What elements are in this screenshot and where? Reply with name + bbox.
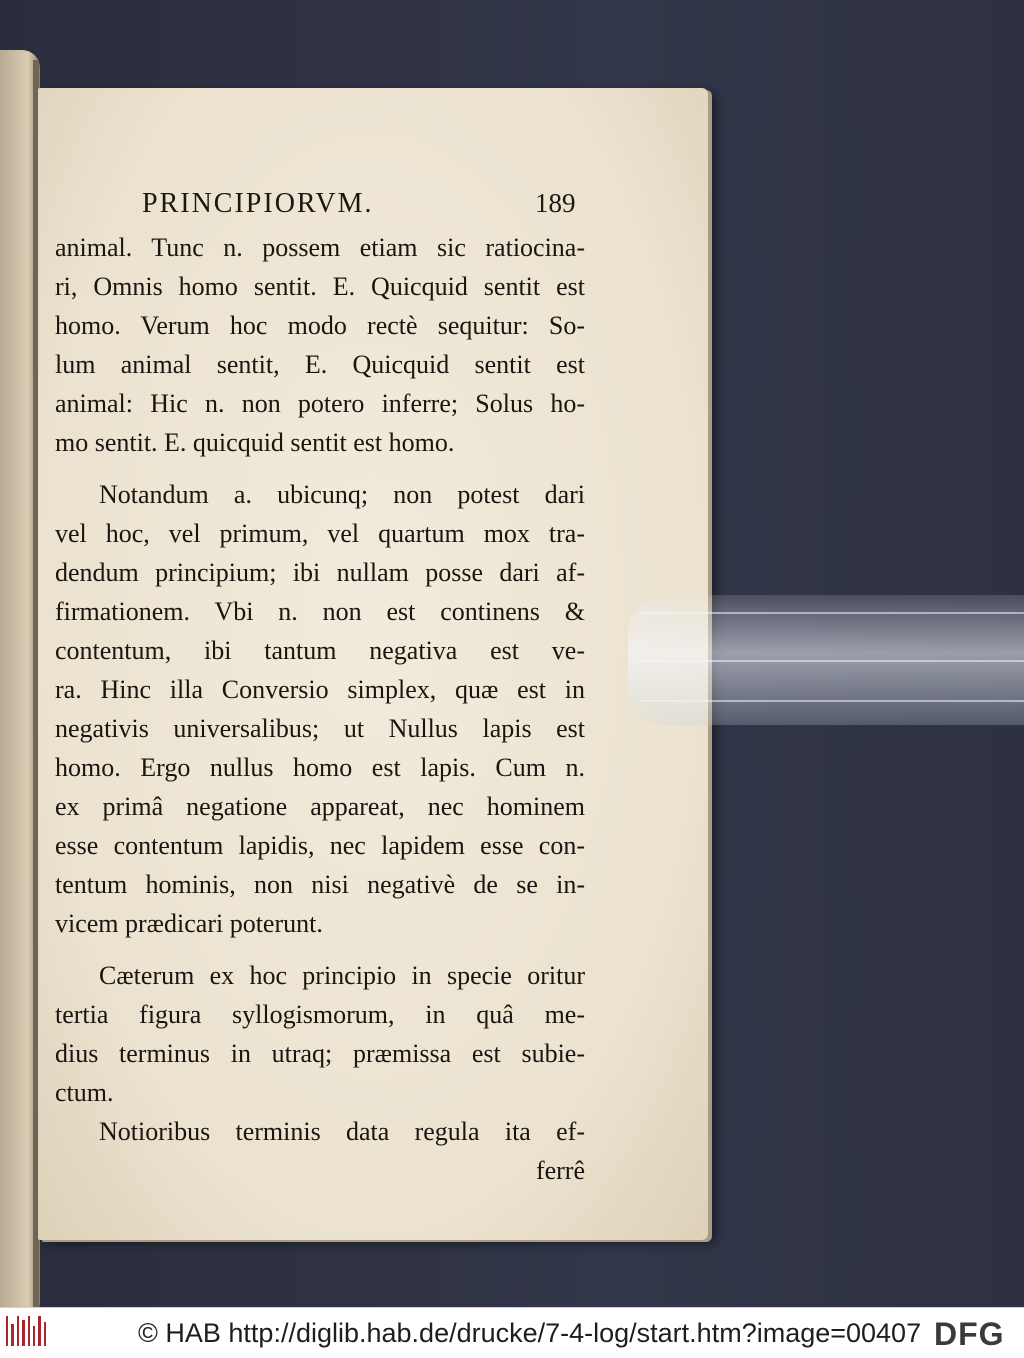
text-line: vicem prædicari poterunt. — [55, 909, 323, 938]
text-line: dendum principium; ibi nullam posse dari af- — [55, 558, 585, 587]
running-head: PRINCIPIORVM. — [142, 188, 374, 219]
copyright-link[interactable]: © HAB http://diglib.hab.de/drucke/7-4-log/start.htm?image=00407 — [138, 1318, 922, 1348]
text-line: ra. Hinc illa Conversio simplex, quæ est in — [55, 675, 585, 704]
clip-highlight — [640, 700, 1024, 702]
text-line: ctum. — [55, 1078, 114, 1107]
text-line: Notandum a. ubicunq; non potest dari — [99, 480, 585, 509]
text-line: Cæterum ex hoc principio in specie oritur — [99, 961, 585, 990]
text-line: ex primâ negatione appareat, nec hominem — [55, 792, 585, 821]
text-line: esse contentum lapidis, nec lapidem esse con- — [55, 831, 585, 860]
dfg-logo: DFG — [934, 1316, 1005, 1352]
text-line: dius terminus in utraq; præmissa est subie- — [55, 1039, 585, 1068]
text-line: contentum, ibi tantum negativa est ve- — [55, 636, 585, 665]
text-line: lum animal sentit, E. Quicquid sentit est — [55, 350, 585, 379]
text-line: tentum hominis, non nisi negativè de se in- — [55, 870, 585, 899]
text-line: vel hoc, vel primum, vel quartum mox tra- — [55, 519, 585, 548]
text-line: homo. Verum hoc modo rectè sequitur: So- — [55, 311, 585, 340]
clip-highlight — [640, 612, 1024, 614]
catchword: ferrê — [535, 1156, 585, 1185]
page-number: 189 — [535, 188, 576, 218]
text-line: homo. Ergo nullus homo est lapis. Cum n. — [55, 753, 585, 782]
text-line: negativis universalibus; ut Nullus lapis est — [55, 714, 585, 743]
text-line: Notioribus terminis data regula ita ef- — [99, 1117, 585, 1146]
text-line: mo sentit. E. quicquid sentit est homo. — [55, 428, 455, 457]
text-line: ri, Omnis homo sentit. E. Quicquid sentit est — [55, 272, 585, 301]
page-body-text — [55, 228, 585, 1190]
text-line: firmationem. Vbi n. non est continens & — [55, 597, 585, 626]
clip-highlight — [640, 660, 1024, 662]
text-line: animal. Tunc n. possem etiam sic ratiocina- — [55, 233, 585, 262]
hab-logo-icon — [6, 1316, 46, 1346]
text-line: animal: Hic n. non potero inferre; Solus ho- — [55, 389, 585, 418]
text-line: tertia figura syllogismorum, in quâ me- — [55, 1000, 585, 1029]
